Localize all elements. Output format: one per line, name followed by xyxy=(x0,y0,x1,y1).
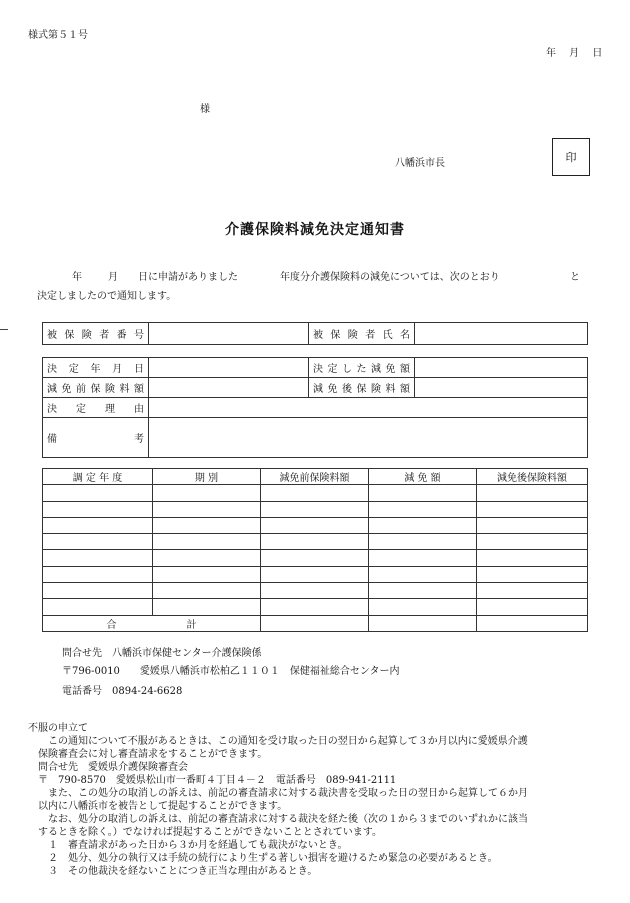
table-cell xyxy=(153,534,261,550)
table-cell xyxy=(369,517,477,533)
table-row xyxy=(43,378,588,398)
after-amount-label: 減免後保険料額 xyxy=(309,378,415,398)
table-cell xyxy=(153,517,261,533)
table-row xyxy=(43,501,588,517)
objection-line: なお、処分の取消しの訴えは、前記の審査請求に対する裁決を経た後（次の１から３までのいずれかに該当 xyxy=(28,814,528,825)
insured-number-value xyxy=(149,323,309,345)
table-row xyxy=(43,485,588,501)
table-cell xyxy=(261,566,369,582)
objection-notice xyxy=(28,722,608,878)
header-reduction-amount: 減 免 額 xyxy=(369,469,477,485)
decision-date-label: 決定年月日 xyxy=(43,358,149,378)
total-left: 合 xyxy=(106,619,117,631)
table-cell xyxy=(369,534,477,550)
table-cell xyxy=(477,550,588,566)
issuer-name: 八幡浜市長 xyxy=(395,158,445,169)
objection-line: するときを除く。）でなければ提起することができないこととされています。 xyxy=(28,827,382,838)
intro-line2: 決定しましたので通知します。 xyxy=(37,291,177,302)
objection-line: 以内に八幡浜市を被告として提起することができます。 xyxy=(28,801,288,812)
table-cell xyxy=(43,599,153,615)
table-row xyxy=(43,583,588,599)
before-amount-value xyxy=(149,378,309,398)
total-reduction xyxy=(369,615,477,631)
decision-info-table xyxy=(42,357,588,458)
table-cell xyxy=(261,550,369,566)
header-period: 期 別 xyxy=(153,469,261,485)
insured-name-value xyxy=(415,323,588,345)
table-cell xyxy=(369,485,477,501)
table-cell xyxy=(369,599,477,615)
table-row xyxy=(43,358,588,378)
table-cell xyxy=(261,501,369,517)
table-cell xyxy=(43,583,153,599)
intro-year: 年 xyxy=(72,272,82,283)
total-label xyxy=(43,615,261,631)
decided-amount-label: 決定した減免額 xyxy=(309,358,415,378)
table-row xyxy=(43,550,588,566)
intro-paragraph xyxy=(30,268,600,308)
table-cell xyxy=(43,485,153,501)
table-row xyxy=(43,566,588,582)
intro-month: 月 xyxy=(108,272,118,283)
total-row xyxy=(43,615,588,631)
objection-line: ３ その他裁決を経ないことにつき正当な理由があるとき。 xyxy=(28,866,318,877)
header-after-amount: 減免後保険料額 xyxy=(477,469,588,485)
objection-line: この通知について不服があるときは、この通知を受け取った日の翌日から起算して３か月以内に愛媛県介護 xyxy=(28,736,528,747)
objection-heading: 不服の申立て xyxy=(28,723,88,734)
insured-name-label: 被保険者氏名 xyxy=(309,323,415,345)
table-cell xyxy=(43,534,153,550)
table-cell xyxy=(43,501,153,517)
table-cell xyxy=(369,583,477,599)
before-amount-label: 減免前保険料額 xyxy=(43,378,149,398)
table-cell xyxy=(261,599,369,615)
table-cell xyxy=(261,517,369,533)
page-title: 介護保険料減免決定通知書 xyxy=(225,222,405,238)
table-cell xyxy=(261,485,369,501)
table-row xyxy=(43,418,588,458)
table-cell xyxy=(477,599,588,615)
form-number: 様式第５１号 xyxy=(28,30,88,41)
header-before-amount: 減免前保険料額 xyxy=(261,469,369,485)
table-row xyxy=(43,534,588,550)
total-right: 計 xyxy=(186,619,197,631)
intro-to: と xyxy=(570,272,580,283)
seal-label: 印 xyxy=(565,151,577,164)
intro-fiscal-year: 年度分介護保険料の減免については、次のとおり xyxy=(280,272,500,283)
contact-phone: 電話番号 0894-24-6628 xyxy=(62,686,183,697)
objection-line: 問合せ先 愛媛県介護保険審査会 xyxy=(28,762,188,773)
table-cell xyxy=(477,501,588,517)
table-row xyxy=(43,323,588,345)
table-cell xyxy=(477,534,588,550)
total-after xyxy=(477,615,588,631)
table-cell xyxy=(261,583,369,599)
date-line: 年 月 日 xyxy=(546,48,603,59)
contact-office: 問合せ先 八幡浜市保健センター介護保険係 xyxy=(62,648,262,659)
table-cell xyxy=(477,583,588,599)
table-cell xyxy=(153,550,261,566)
objection-line: ２ 処分、処分の執行又は手続の続行により生ずる著しい損害を避けるため緊急の必要があるとき。 xyxy=(28,853,498,864)
insured-number-label: 被保険者番号 xyxy=(43,323,149,345)
reason-label: 決定理由 xyxy=(43,398,149,418)
contact-address: 〒796-0010 愛媛県八幡浜市松柏乙１１０１ 保健福祉総合センター内 xyxy=(62,666,400,677)
decision-date-value xyxy=(149,358,309,378)
table-row xyxy=(43,517,588,533)
table-cell xyxy=(43,566,153,582)
table-cell xyxy=(477,566,588,582)
decided-amount-value xyxy=(415,358,588,378)
recipient-suffix: 様 xyxy=(200,104,210,115)
table-row xyxy=(43,398,588,418)
objection-line: また、この処分の取消しの訴えは、前記の審査請求に対する裁決書を受取った日の翌日から起算して６か月 xyxy=(28,788,528,799)
remarks-value xyxy=(149,418,588,458)
total-before xyxy=(261,615,369,631)
table-cell xyxy=(153,583,261,599)
insured-info-table xyxy=(42,322,588,345)
fold-mark xyxy=(0,329,8,330)
after-amount-value xyxy=(415,378,588,398)
table-cell xyxy=(153,599,261,615)
table-header-row xyxy=(43,469,588,485)
table-cell xyxy=(369,550,477,566)
reason-value xyxy=(149,398,588,418)
remarks-label: 備考 xyxy=(43,418,149,458)
objection-line: 〒 790-8570 愛媛県松山市一番町４丁目４－２ 電話番号 089-941-2111 xyxy=(28,775,397,786)
table-cell xyxy=(43,550,153,566)
table-cell xyxy=(153,485,261,501)
table-cell xyxy=(261,534,369,550)
header-fiscal-year: 調 定 年 度 xyxy=(43,469,153,485)
objection-line: 保険審査会に対し審査請求をすることができます。 xyxy=(28,749,268,760)
table-row xyxy=(43,599,588,615)
seal-box xyxy=(552,138,590,176)
table-cell xyxy=(477,517,588,533)
table-cell xyxy=(477,485,588,501)
reduction-detail-table xyxy=(42,468,588,632)
intro-day: 日に申請がありました xyxy=(138,272,238,283)
table-cell xyxy=(153,501,261,517)
table-cell xyxy=(153,566,261,582)
table-cell xyxy=(369,566,477,582)
table-cell xyxy=(369,501,477,517)
table-cell xyxy=(43,517,153,533)
objection-line: １ 審査請求があった日から３か月を経過しても裁決がないとき。 xyxy=(28,840,348,851)
